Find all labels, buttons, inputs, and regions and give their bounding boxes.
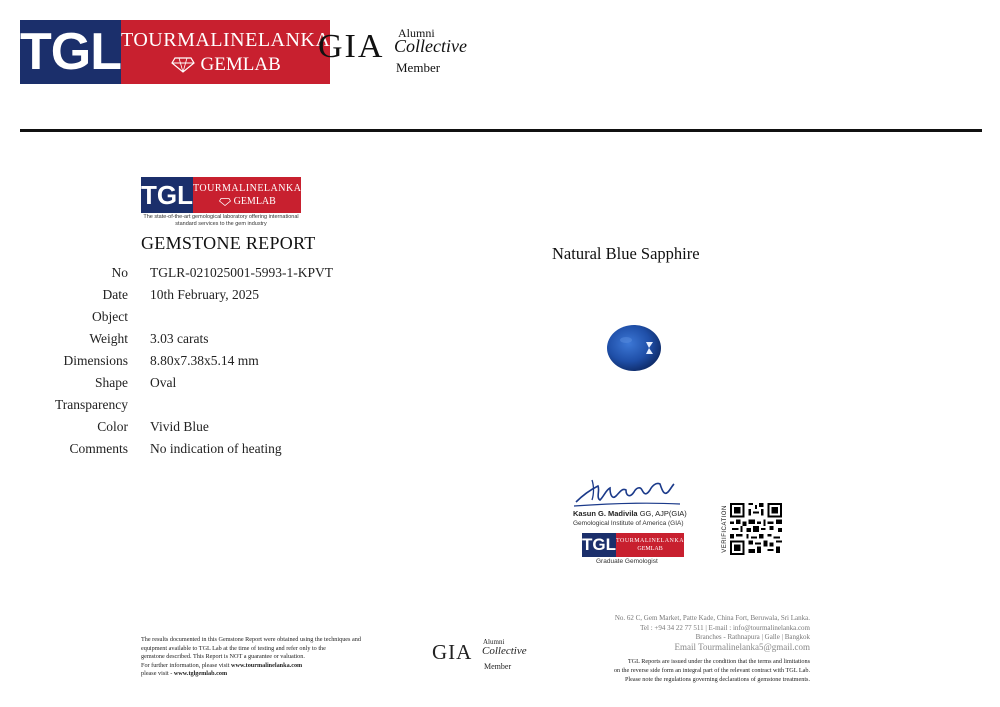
field-value: 8.80x7.38x5.14 mm [150,353,259,368]
brand-name-block-small [193,177,301,213]
gia-member: Member [396,60,441,75]
field-label: Weight [89,331,128,346]
info-prefix-2: please visit - [141,670,174,677]
diamond-icon [171,57,195,73]
disclaimer-line: The results documented in this Gemstone Report were obtained using the techniques and [141,636,361,643]
qr-code-icon[interactable] [730,503,782,555]
field-row [40,394,333,416]
brand-line2-row-small [219,196,276,207]
gia-collective-footer: Collective [482,645,527,657]
brand-line2: GEMLAB [200,53,281,75]
field-label: Color [97,419,128,434]
field-row [40,284,333,306]
field-row [40,350,333,372]
info-line [141,670,411,679]
field-label: Transparency [55,397,128,412]
field-label: Shape [95,375,128,390]
terms-line: Please note the regulations governing declarations of gemstone treatments. [624,676,810,683]
email-line: Email Tourmalinelanka5@gmail.com [674,641,810,652]
verification-label: VERIFICATION [721,505,728,553]
brand-line1-small: TOURMALINELANKA [193,183,302,194]
gia-mark: GIA [318,28,385,65]
contact-line: Tel : +94 34 22 77 511 | E-mail : info@tourmalinelanka.com [640,623,810,632]
brand-name-block [121,20,330,84]
field-value: Oval [150,375,177,390]
branches-line: Branches - Rathnapura | Galle | Bangkok [695,633,810,641]
website-link-tglgemlab[interactable]: www.tglgemlab.com [173,670,228,677]
gia-alumni: Alumni [398,26,435,40]
field-row [40,438,333,460]
brand-line2-signature: GEMLAB [637,546,663,552]
tgl-logo-large [20,20,331,84]
field-value: 3.03 carats [150,331,209,346]
tgl-mark-small: TGL [141,177,193,213]
field-value: TGLR-021025001-5993-1-KPVT [150,265,333,280]
brand-line1-signature: TOURMALINELANKA [616,538,685,544]
signatory-name-bold: Kasun G. Madivila [573,509,638,518]
info-prefix: For further information, please visit [141,661,232,669]
field-label: Object [92,309,128,324]
gia-member-footer: Member [484,662,512,671]
report-disclaimer [141,636,411,679]
gia-mark-footer: GIA [432,640,473,664]
tgl-mark-signature: TGL [582,533,616,557]
field-row [40,416,333,438]
gia-alumni-footer: Alumni [483,638,505,646]
tgl-logo-signature [582,533,685,557]
gia-collective: Collective [394,36,467,56]
diamond-icon [219,198,231,206]
info-line [141,662,411,671]
disclaimer-line: gemstone described. This Report is NOT a guarantee or valuation. [141,653,305,660]
disclaimer-line: equipment available to TGL Lab at the time of testing and refer only to the [141,644,326,652]
report-title: GEMSTONE REPORT [141,233,316,253]
field-label: Dimensions [63,353,128,368]
field-value: Vivid Blue [150,419,209,434]
brand-name-block-signature [616,533,684,557]
field-label: Comments [69,441,128,456]
sapphire-photo [606,324,662,372]
field-row [40,328,333,350]
field-value: 10th February, 2025 [150,287,259,302]
terms-line: TGL Reports are issued under the condition that the terms and limitations [627,658,810,665]
report-terms [560,657,810,684]
brand-line2-small: GEMLAB [233,196,276,207]
field-label: Date [102,287,128,302]
stone-name: Natural Blue Sapphire [552,244,700,263]
tgl-logo-small [141,177,302,213]
signature-image [572,476,682,510]
gia-alumni-logo [318,24,488,80]
field-label: No [111,265,128,280]
address-line: No. 62 C, Gem Market, Patte Kade, China Fort, Beruwala, Sri Lanka. [614,614,810,622]
field-row [40,306,333,328]
signatory-institute: Gemological Institute of America (GIA) [573,520,684,527]
website-link-tourmalinelanka[interactable]: www.tourmalinelanka.com [231,661,303,669]
signatory-credentials: GG, AJP(GIA) [637,509,687,518]
field-value: No indication of heating [150,441,282,456]
lab-address [560,614,810,652]
field-row [40,262,333,284]
field-row [40,372,333,394]
brand-line1: TOURMALINELANKA [120,28,331,51]
signatory-name [573,509,687,518]
terms-line: on the reverse side form an integral part of the relevant contract with TGL Lab. [613,667,810,674]
gia-alumni-logo-footer [432,638,542,674]
tgl-mark: TGL [20,20,121,84]
signatory-role: Graduate Gemologist [596,558,658,565]
lab-tagline: The state-of-the-art gemological laboratory offering international standard services to the gem industry [143,214,299,227]
brand-line2-row [171,54,281,76]
header-divider [20,129,982,132]
report-fields [40,262,333,460]
